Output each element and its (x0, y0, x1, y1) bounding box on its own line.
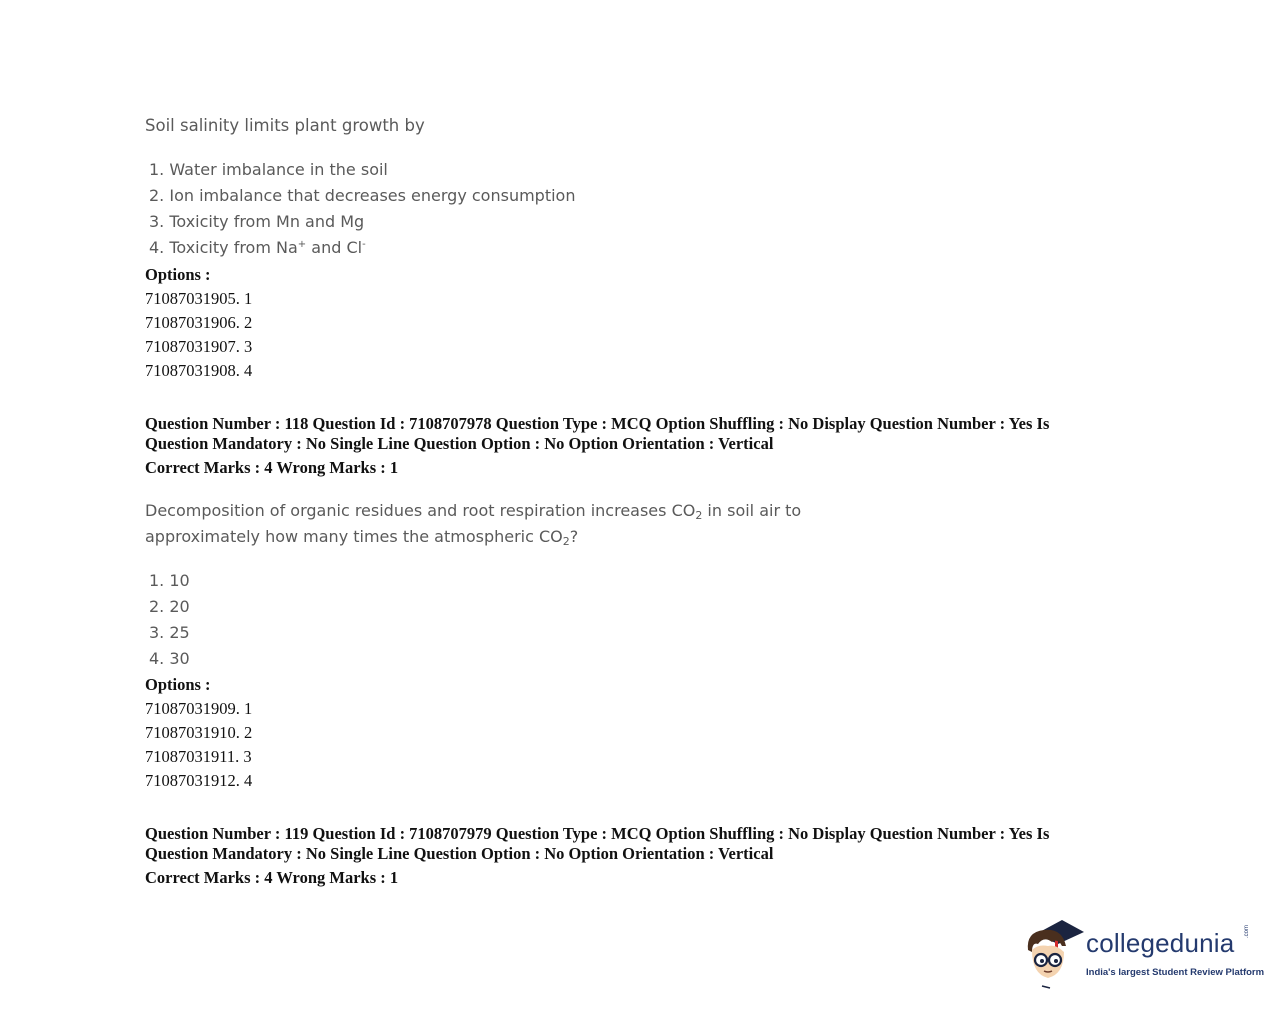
collegedunia-logo (1022, 916, 1265, 992)
logo-wordmark: collegedunia (1086, 928, 1235, 958)
question-item: 2. Ion imbalance that decreases energy consumption (149, 186, 576, 205)
question-text-part: ? (569, 527, 579, 546)
question-item-text: and Cl (311, 238, 363, 257)
option-row: 71087031910. 2 (145, 723, 253, 742)
question-item-text: 4. Toxicity from Na (149, 238, 298, 257)
question-item: 3. 25 (149, 623, 190, 642)
question-item: 2. 20 (149, 597, 190, 616)
option-row: 71087031908. 4 (145, 361, 253, 380)
option-row: 71087031912. 4 (145, 771, 253, 790)
question-text-part: approximately how many times the atmospheric CO (145, 527, 563, 546)
option-row: 71087031906. 2 (145, 313, 253, 332)
mascot-icon (1022, 916, 1086, 992)
options-label: Options : (145, 675, 211, 694)
question-item: 4. 30 (149, 649, 190, 668)
question-text-part: Decomposition of organic residues and root respiration increases CO (145, 501, 696, 520)
question-item: 1. 10 (149, 571, 190, 590)
options-label: Options : (145, 265, 211, 284)
question-item (149, 238, 366, 257)
question-meta-line: Question Mandatory : No Single Line Question Option : No Option Orientation : Vertical (145, 434, 774, 453)
subscript: 2 (562, 535, 570, 548)
marks-line: Correct Marks : 4 Wrong Marks : 1 (145, 868, 399, 887)
superscript: - (362, 239, 366, 250)
question-meta-line: Question Mandatory : No Single Line Question Option : No Option Orientation : Vertical (145, 844, 774, 863)
logo-tagline: India's largest Student Review Platform (1086, 967, 1265, 978)
question-text: Soil salinity limits plant growth by (145, 116, 425, 135)
marks-line: Correct Marks : 4 Wrong Marks : 1 (145, 458, 399, 477)
question-text-part: in soil air to (702, 501, 802, 520)
option-row: 71087031911. 3 (145, 747, 252, 766)
question-meta-line: Question Number : 118 Question Id : 7108707978 Question Type : MCQ Option Shuffling : No Display Question Number : Yes Is (145, 414, 1050, 433)
option-row: 71087031907. 3 (145, 337, 253, 356)
subscript: 2 (695, 509, 703, 522)
question-item: 1. Water imbalance in the soil (149, 160, 388, 179)
question-item: 3. Toxicity from Mn and Mg (149, 212, 365, 231)
option-row: 71087031909. 1 (145, 699, 253, 718)
superscript: + (297, 239, 307, 250)
option-row: 71087031905. 1 (145, 289, 253, 308)
question-text (145, 501, 801, 522)
question-meta-line: Question Number : 119 Question Id : 7108707979 Question Type : MCQ Option Shuffling : No Display Question Number : Yes Is (145, 824, 1050, 843)
question-text (145, 527, 578, 548)
logo-domain: .com (1244, 924, 1250, 938)
